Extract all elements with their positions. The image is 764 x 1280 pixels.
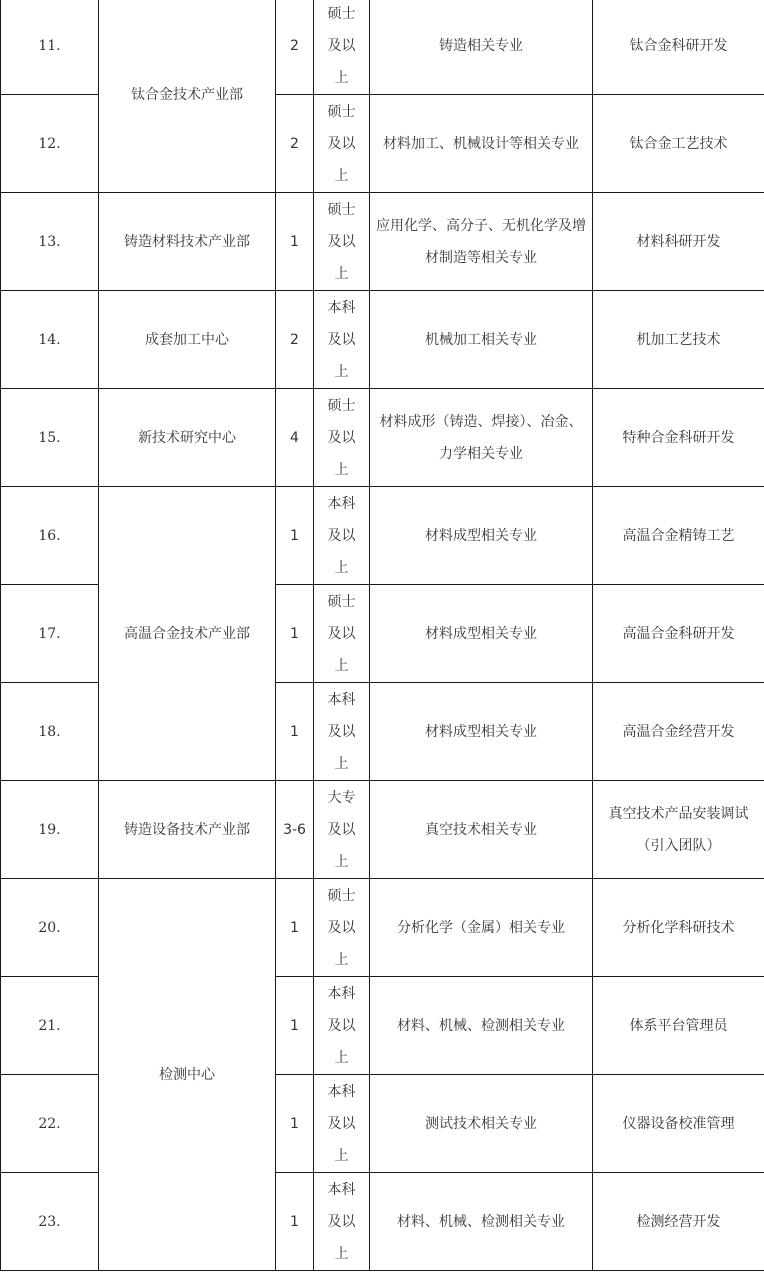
headcount-cell: 3-6 xyxy=(276,781,314,879)
education-cell: 本科及以上 xyxy=(314,683,370,781)
major-cell: 分析化学（金属）相关专业 xyxy=(370,879,593,977)
row-index: 12. xyxy=(1,95,99,193)
row-index: 20. xyxy=(1,879,99,977)
education-cell: 本科及以上 xyxy=(314,1075,370,1173)
education-cell: 硕士及以上 xyxy=(314,879,370,977)
department-cell: 高温合金技术产业部 xyxy=(99,487,276,781)
education-cell: 本科及以上 xyxy=(314,977,370,1075)
major-cell: 材料成型相关专业 xyxy=(370,683,593,781)
position-cell: 真空技术产品安装调试（引入团队） xyxy=(593,781,764,879)
major-cell: 材料加工、机械设计等相关专业 xyxy=(370,95,593,193)
department-cell: 成套加工中心 xyxy=(99,291,276,389)
headcount-cell: 2 xyxy=(276,0,314,95)
headcount-cell: 1 xyxy=(276,1075,314,1173)
headcount-cell: 4 xyxy=(276,389,314,487)
position-cell: 高温合金科研开发 xyxy=(593,585,764,683)
major-cell: 测试技术相关专业 xyxy=(370,1075,593,1173)
headcount-cell: 1 xyxy=(276,683,314,781)
headcount-cell: 1 xyxy=(276,977,314,1075)
position-cell: 材料科研开发 xyxy=(593,193,764,291)
education-cell: 本科及以上 xyxy=(314,291,370,389)
row-index: 17. xyxy=(1,585,99,683)
position-cell: 高温合金经营开发 xyxy=(593,683,764,781)
headcount-cell: 2 xyxy=(276,95,314,193)
headcount-cell: 1 xyxy=(276,1173,314,1271)
row-index: 21. xyxy=(1,977,99,1075)
row-index: 22. xyxy=(1,1075,99,1173)
table-row xyxy=(1,291,764,389)
position-cell: 特种合金科研开发 xyxy=(593,389,764,487)
department-cell: 铸造设备技术产业部 xyxy=(99,781,276,879)
major-cell: 材料成型相关专业 xyxy=(370,585,593,683)
position-cell: 检测经营开发 xyxy=(593,1173,764,1271)
position-cell: 机加工艺技术 xyxy=(593,291,764,389)
position-cell: 钛合金工艺技术 xyxy=(593,95,764,193)
headcount-cell: 1 xyxy=(276,487,314,585)
row-index: 15. xyxy=(1,389,99,487)
department-cell: 检测中心 xyxy=(99,879,276,1271)
position-cell: 高温合金精铸工艺 xyxy=(593,487,764,585)
position-cell: 体系平台管理员 xyxy=(593,977,764,1075)
row-index: 23. xyxy=(1,1173,99,1271)
education-cell: 本科及以上 xyxy=(314,1173,370,1271)
education-cell: 硕士及以上 xyxy=(314,585,370,683)
major-cell: 材料成形（铸造、焊接）、冶金、力学相关专业 xyxy=(370,389,593,487)
education-cell: 硕士及以上 xyxy=(314,193,370,291)
headcount-cell: 2 xyxy=(276,291,314,389)
education-cell: 大专及以上 xyxy=(314,781,370,879)
row-index: 11. xyxy=(1,0,99,95)
major-cell: 材料成型相关专业 xyxy=(370,487,593,585)
table-row xyxy=(1,0,764,95)
headcount-cell: 1 xyxy=(276,879,314,977)
table-row xyxy=(1,487,764,585)
position-cell: 钛合金科研开发 xyxy=(593,0,764,95)
headcount-cell: 1 xyxy=(276,585,314,683)
position-cell: 仪器设备校准管理 xyxy=(593,1075,764,1173)
table-row xyxy=(1,879,764,977)
table-row xyxy=(1,193,764,291)
education-cell: 本科及以上 xyxy=(314,487,370,585)
position-cell: 分析化学科研技术 xyxy=(593,879,764,977)
major-cell: 铸造相关专业 xyxy=(370,0,593,95)
major-cell: 机械加工相关专业 xyxy=(370,291,593,389)
major-cell: 材料、机械、检测相关专业 xyxy=(370,1173,593,1271)
table-row xyxy=(1,781,764,879)
row-index: 18. xyxy=(1,683,99,781)
row-index: 16. xyxy=(1,487,99,585)
row-index: 14. xyxy=(1,291,99,389)
education-cell: 硕士及以上 xyxy=(314,0,370,95)
row-index: 19. xyxy=(1,781,99,879)
headcount-cell: 1 xyxy=(276,193,314,291)
table-row xyxy=(1,389,764,487)
department-cell: 铸造材料技术产业部 xyxy=(99,193,276,291)
row-index: 13. xyxy=(1,193,99,291)
department-cell: 新技术研究中心 xyxy=(99,389,276,487)
education-cell: 硕士及以上 xyxy=(314,95,370,193)
education-cell: 硕士及以上 xyxy=(314,389,370,487)
major-cell: 应用化学、高分子、无机化学及增材制造等相关专业 xyxy=(370,193,593,291)
major-cell: 真空技术相关专业 xyxy=(370,781,593,879)
major-cell: 材料、机械、检测相关专业 xyxy=(370,977,593,1075)
department-cell: 钛合金技术产业部 xyxy=(99,0,276,193)
